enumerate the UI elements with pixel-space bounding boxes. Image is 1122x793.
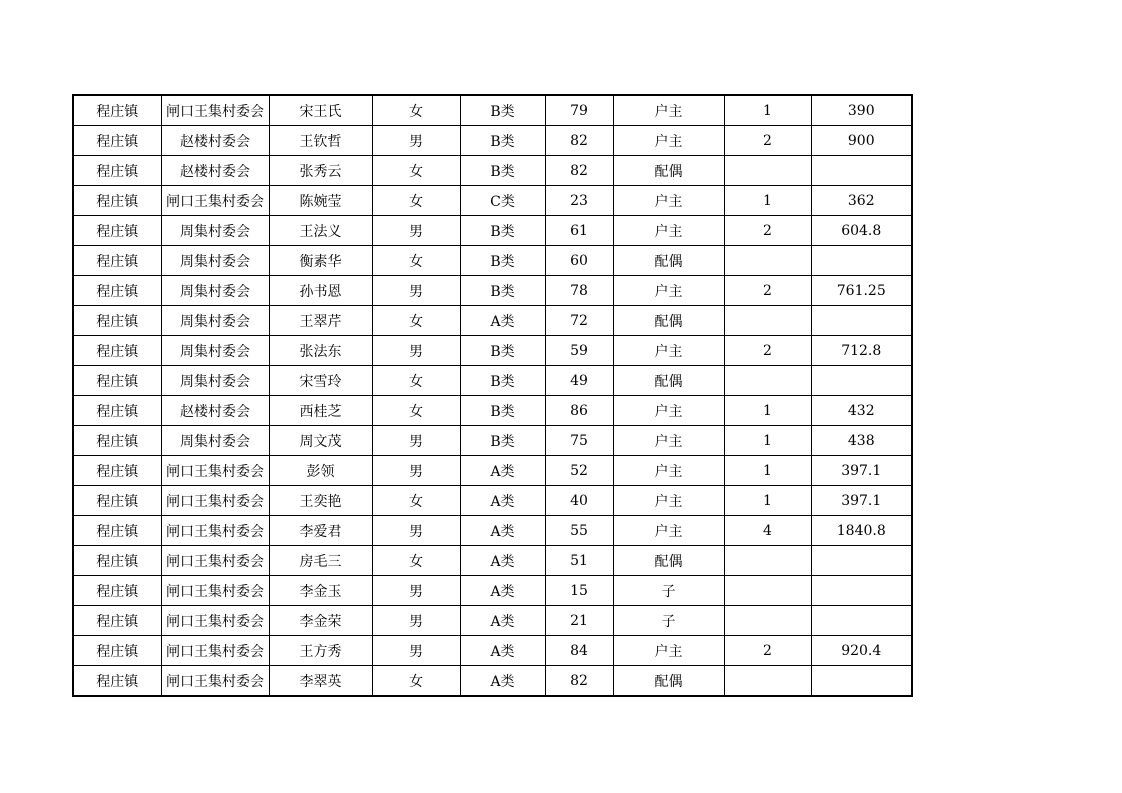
amount-cell <box>811 156 912 186</box>
household-size-cell <box>724 246 811 276</box>
category-cell: B类 <box>460 156 545 186</box>
name-cell: 李翠英 <box>269 666 372 697</box>
amount-cell: 604.8 <box>811 216 912 246</box>
amount-cell: 397.1 <box>811 456 912 486</box>
name-cell: 陈婉莹 <box>269 186 372 216</box>
village-cell: 闸口王集村委会 <box>161 456 269 486</box>
household-size-cell <box>724 606 811 636</box>
age-cell: 86 <box>545 396 613 426</box>
household-size-cell <box>724 666 811 697</box>
table-row <box>73 606 912 636</box>
category-cell: A类 <box>460 606 545 636</box>
amount-cell: 390 <box>811 95 912 126</box>
gender-cell: 男 <box>372 276 460 306</box>
category-cell: A类 <box>460 516 545 546</box>
category-cell: B类 <box>460 366 545 396</box>
table-body <box>73 95 912 696</box>
relation-cell: 配偶 <box>613 366 724 396</box>
relation-cell: 户主 <box>613 126 724 156</box>
name-cell: 王翠芹 <box>269 306 372 336</box>
age-cell: 75 <box>545 426 613 456</box>
age-cell: 51 <box>545 546 613 576</box>
town-cell: 程庄镇 <box>73 426 161 456</box>
name-cell: 彭领 <box>269 456 372 486</box>
amount-cell <box>811 576 912 606</box>
name-cell: 王奕艳 <box>269 486 372 516</box>
name-cell: 孙书恩 <box>269 276 372 306</box>
town-cell: 程庄镇 <box>73 156 161 186</box>
table-row <box>73 546 912 576</box>
relation-cell: 配偶 <box>613 156 724 186</box>
gender-cell: 女 <box>372 546 460 576</box>
relation-cell: 配偶 <box>613 306 724 336</box>
village-cell: 周集村委会 <box>161 246 269 276</box>
household-size-cell: 1 <box>724 486 811 516</box>
age-cell: 52 <box>545 456 613 486</box>
table-row <box>73 576 912 606</box>
amount-cell <box>811 306 912 336</box>
gender-cell: 男 <box>372 606 460 636</box>
gender-cell: 男 <box>372 426 460 456</box>
gender-cell: 女 <box>372 186 460 216</box>
category-cell: A类 <box>460 486 545 516</box>
name-cell: 王方秀 <box>269 636 372 666</box>
relation-cell: 配偶 <box>613 246 724 276</box>
gender-cell: 女 <box>372 156 460 186</box>
table-row <box>73 456 912 486</box>
village-cell: 周集村委会 <box>161 366 269 396</box>
relation-cell: 户主 <box>613 95 724 126</box>
household-size-cell: 1 <box>724 426 811 456</box>
category-cell: B类 <box>460 276 545 306</box>
relation-cell: 户主 <box>613 636 724 666</box>
household-size-cell: 1 <box>724 95 811 126</box>
village-cell: 赵楼村委会 <box>161 156 269 186</box>
amount-cell: 1840.8 <box>811 516 912 546</box>
village-cell: 闸口王集村委会 <box>161 636 269 666</box>
village-cell: 闸口王集村委会 <box>161 186 269 216</box>
age-cell: 55 <box>545 516 613 546</box>
age-cell: 82 <box>545 156 613 186</box>
town-cell: 程庄镇 <box>73 126 161 156</box>
household-size-cell: 4 <box>724 516 811 546</box>
table-row <box>73 366 912 396</box>
relation-cell: 户主 <box>613 276 724 306</box>
town-cell: 程庄镇 <box>73 366 161 396</box>
category-cell: A类 <box>460 456 545 486</box>
amount-cell: 432 <box>811 396 912 426</box>
village-cell: 赵楼村委会 <box>161 396 269 426</box>
gender-cell: 男 <box>372 336 460 366</box>
age-cell: 78 <box>545 276 613 306</box>
table-row <box>73 336 912 366</box>
age-cell: 82 <box>545 666 613 697</box>
town-cell: 程庄镇 <box>73 456 161 486</box>
town-cell: 程庄镇 <box>73 576 161 606</box>
category-cell: A类 <box>460 666 545 697</box>
table-row <box>73 636 912 666</box>
town-cell: 程庄镇 <box>73 336 161 366</box>
gender-cell: 女 <box>372 366 460 396</box>
amount-cell: 397.1 <box>811 486 912 516</box>
relation-cell: 子 <box>613 576 724 606</box>
gender-cell: 男 <box>372 516 460 546</box>
town-cell: 程庄镇 <box>73 606 161 636</box>
village-cell: 闸口王集村委会 <box>161 666 269 697</box>
age-cell: 15 <box>545 576 613 606</box>
village-cell: 闸口王集村委会 <box>161 95 269 126</box>
age-cell: 79 <box>545 95 613 126</box>
amount-cell <box>811 546 912 576</box>
village-cell: 闸口王集村委会 <box>161 486 269 516</box>
town-cell: 程庄镇 <box>73 636 161 666</box>
household-size-cell: 2 <box>724 216 811 246</box>
amount-cell: 438 <box>811 426 912 456</box>
amount-cell <box>811 246 912 276</box>
village-cell: 周集村委会 <box>161 306 269 336</box>
gender-cell: 男 <box>372 126 460 156</box>
household-size-cell <box>724 156 811 186</box>
table-row <box>73 396 912 426</box>
village-cell: 闸口王集村委会 <box>161 606 269 636</box>
amount-cell: 712.8 <box>811 336 912 366</box>
name-cell: 衡素华 <box>269 246 372 276</box>
gender-cell: 男 <box>372 456 460 486</box>
household-size-cell: 1 <box>724 396 811 426</box>
category-cell: B类 <box>460 246 545 276</box>
town-cell: 程庄镇 <box>73 666 161 697</box>
household-size-cell: 1 <box>724 456 811 486</box>
gender-cell: 女 <box>372 95 460 126</box>
name-cell: 王钦哲 <box>269 126 372 156</box>
amount-cell: 362 <box>811 186 912 216</box>
amount-cell <box>811 606 912 636</box>
age-cell: 82 <box>545 126 613 156</box>
village-cell: 赵楼村委会 <box>161 126 269 156</box>
gender-cell: 女 <box>372 396 460 426</box>
village-cell: 周集村委会 <box>161 336 269 366</box>
category-cell: B类 <box>460 95 545 126</box>
gender-cell: 男 <box>372 216 460 246</box>
village-cell: 周集村委会 <box>161 426 269 456</box>
age-cell: 60 <box>545 246 613 276</box>
household-size-cell: 1 <box>724 186 811 216</box>
category-cell: B类 <box>460 216 545 246</box>
household-size-cell: 2 <box>724 126 811 156</box>
village-cell: 闸口王集村委会 <box>161 576 269 606</box>
village-cell: 闸口王集村委会 <box>161 516 269 546</box>
table-row <box>73 486 912 516</box>
age-cell: 72 <box>545 306 613 336</box>
gender-cell: 男 <box>372 576 460 606</box>
category-cell: B类 <box>460 396 545 426</box>
relation-cell: 户主 <box>613 396 724 426</box>
town-cell: 程庄镇 <box>73 186 161 216</box>
gender-cell: 男 <box>372 636 460 666</box>
household-size-cell <box>724 366 811 396</box>
relation-cell: 子 <box>613 606 724 636</box>
amount-cell <box>811 366 912 396</box>
household-size-cell: 2 <box>724 636 811 666</box>
table-row <box>73 186 912 216</box>
town-cell: 程庄镇 <box>73 396 161 426</box>
relation-cell: 户主 <box>613 216 724 246</box>
age-cell: 21 <box>545 606 613 636</box>
name-cell: 周文茂 <box>269 426 372 456</box>
amount-cell <box>811 666 912 697</box>
gender-cell: 女 <box>372 666 460 697</box>
household-size-cell: 2 <box>724 336 811 366</box>
age-cell: 49 <box>545 366 613 396</box>
name-cell: 张秀云 <box>269 156 372 186</box>
category-cell: B类 <box>460 126 545 156</box>
relation-cell: 户主 <box>613 186 724 216</box>
village-cell: 周集村委会 <box>161 276 269 306</box>
relation-cell: 户主 <box>613 516 724 546</box>
table-row <box>73 95 912 126</box>
name-cell: 李金荣 <box>269 606 372 636</box>
relation-cell: 配偶 <box>613 666 724 697</box>
town-cell: 程庄镇 <box>73 516 161 546</box>
table-row <box>73 516 912 546</box>
gender-cell: 女 <box>372 306 460 336</box>
age-cell: 84 <box>545 636 613 666</box>
relation-cell: 户主 <box>613 426 724 456</box>
town-cell: 程庄镇 <box>73 216 161 246</box>
amount-cell: 920.4 <box>811 636 912 666</box>
household-size-cell <box>724 546 811 576</box>
household-size-cell <box>724 306 811 336</box>
name-cell: 李爱君 <box>269 516 372 546</box>
table-row <box>73 426 912 456</box>
category-cell: B类 <box>460 336 545 366</box>
town-cell: 程庄镇 <box>73 246 161 276</box>
table-row <box>73 276 912 306</box>
table-row <box>73 126 912 156</box>
relation-cell: 户主 <box>613 486 724 516</box>
age-cell: 61 <box>545 216 613 246</box>
town-cell: 程庄镇 <box>73 306 161 336</box>
name-cell: 宋雪玲 <box>269 366 372 396</box>
spreadsheet-page <box>72 94 913 697</box>
category-cell: C类 <box>460 186 545 216</box>
relation-cell: 配偶 <box>613 546 724 576</box>
table-row <box>73 306 912 336</box>
age-cell: 59 <box>545 336 613 366</box>
table-row <box>73 156 912 186</box>
relation-cell: 户主 <box>613 456 724 486</box>
category-cell: A类 <box>460 546 545 576</box>
category-cell: A类 <box>460 306 545 336</box>
category-cell: B类 <box>460 426 545 456</box>
household-size-cell <box>724 576 811 606</box>
town-cell: 程庄镇 <box>73 486 161 516</box>
town-cell: 程庄镇 <box>73 546 161 576</box>
category-cell: A类 <box>460 576 545 606</box>
table-row <box>73 666 912 697</box>
data-table <box>72 94 913 697</box>
name-cell: 西桂芝 <box>269 396 372 426</box>
name-cell: 张法东 <box>269 336 372 366</box>
town-cell: 程庄镇 <box>73 276 161 306</box>
category-cell: A类 <box>460 636 545 666</box>
amount-cell: 900 <box>811 126 912 156</box>
gender-cell: 女 <box>372 246 460 276</box>
village-cell: 周集村委会 <box>161 216 269 246</box>
name-cell: 王法义 <box>269 216 372 246</box>
village-cell: 闸口王集村委会 <box>161 546 269 576</box>
amount-cell: 761.25 <box>811 276 912 306</box>
age-cell: 40 <box>545 486 613 516</box>
age-cell: 23 <box>545 186 613 216</box>
table-row <box>73 216 912 246</box>
name-cell: 房毛三 <box>269 546 372 576</box>
town-cell: 程庄镇 <box>73 95 161 126</box>
gender-cell: 女 <box>372 486 460 516</box>
household-size-cell: 2 <box>724 276 811 306</box>
name-cell: 宋王氏 <box>269 95 372 126</box>
table-row <box>73 246 912 276</box>
name-cell: 李金玉 <box>269 576 372 606</box>
relation-cell: 户主 <box>613 336 724 366</box>
